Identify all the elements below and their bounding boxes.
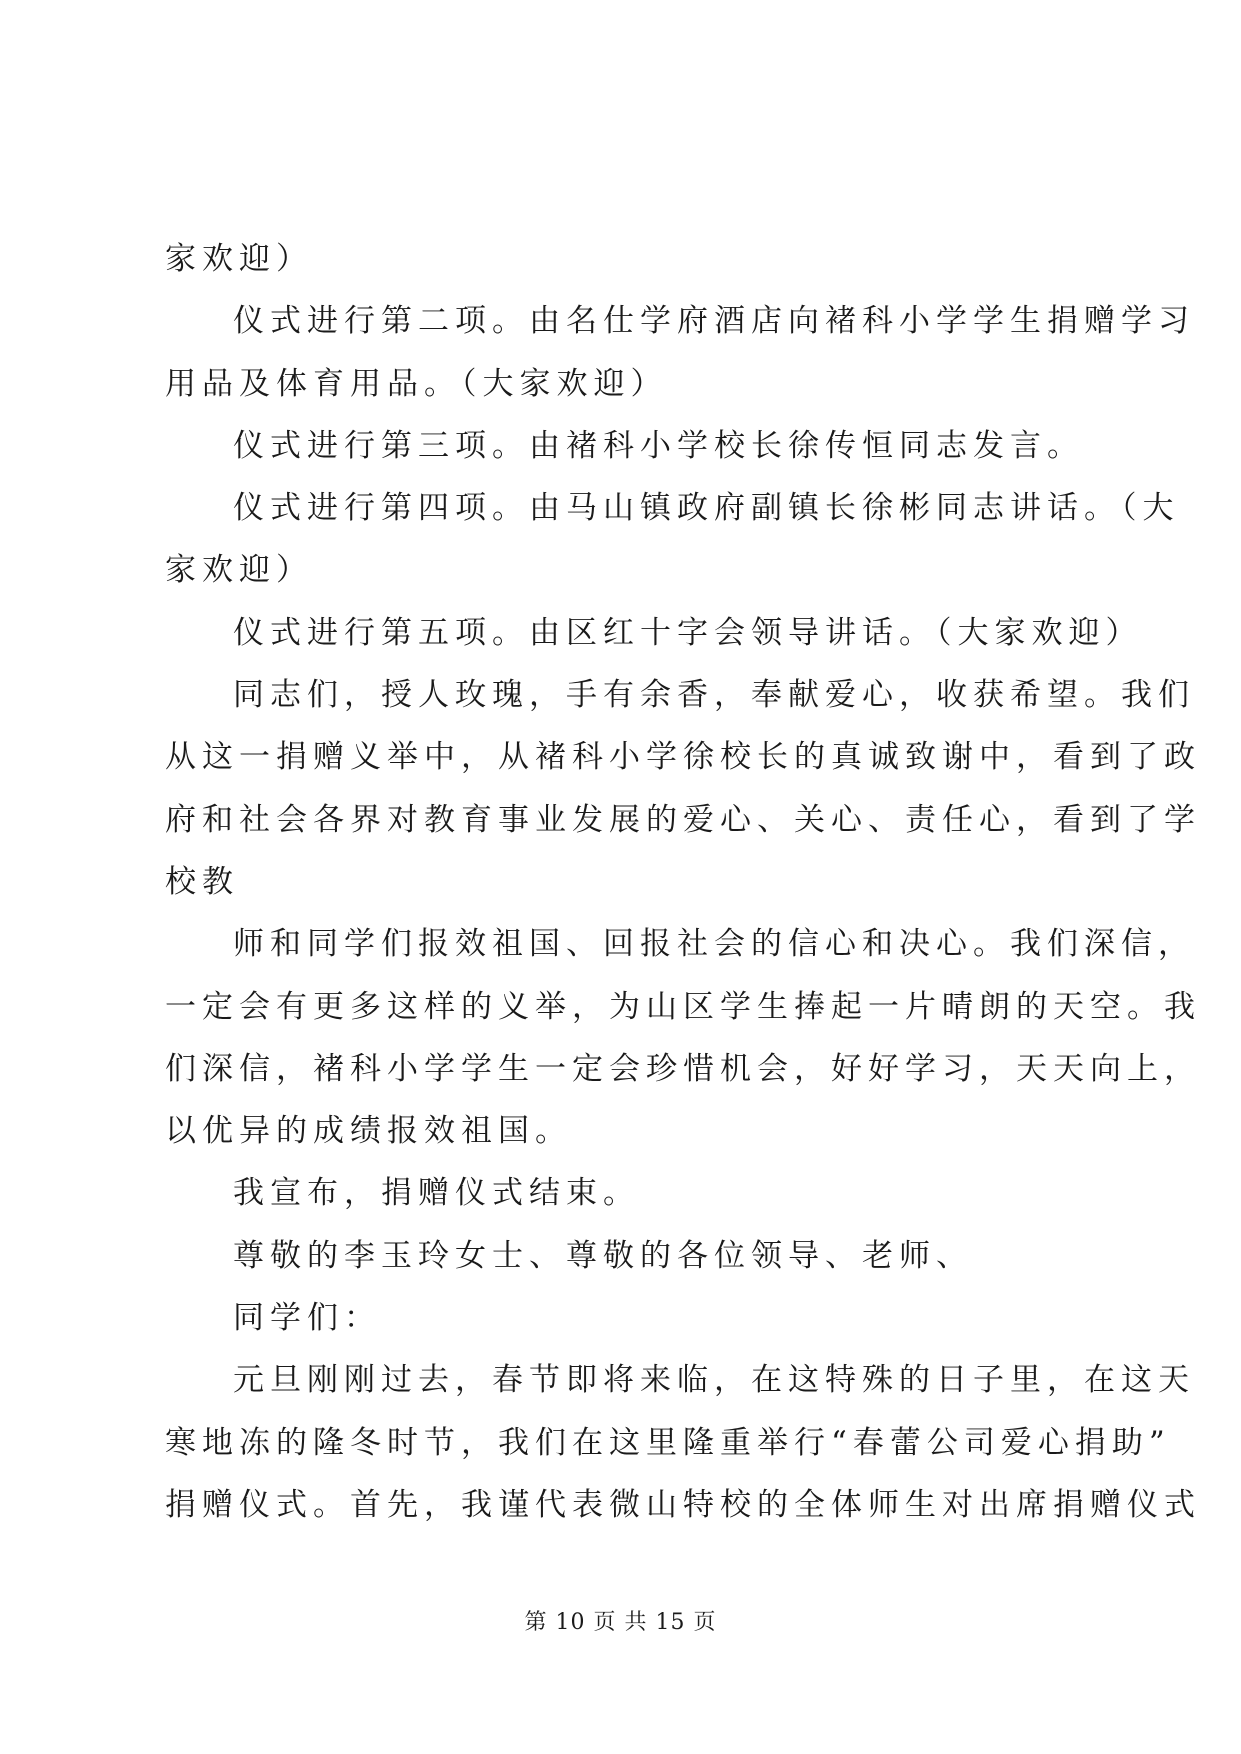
text-line: 以优异的成绩报效祖国。 xyxy=(165,1113,572,1150)
text-line: 尊敬的李玉玲女士、尊敬的各位领导、老师、 xyxy=(233,1237,973,1274)
text-line: 仪式进行第四项。由马山镇政府副镇长徐彬同志讲话。（大 xyxy=(233,490,1180,527)
text-line: 用品及体育用品。（大家欢迎） xyxy=(165,365,668,402)
text-line: 仪式进行第三项。由褚科小学校长徐传恒同志发言。 xyxy=(233,427,1084,464)
text-line: 元旦刚刚过去，春节即将来临，在这特殊的日子里，在这天 xyxy=(233,1362,1195,1399)
text-line: 同志们，授人玫瑰，手有余香，奉献爱心，收获希望。我们 xyxy=(233,677,1195,714)
text-line: 从这一捐赠义举中，从褚科小学徐校长的真诚致谢中，看到了政 xyxy=(165,739,1201,776)
text-line: 家欢迎） xyxy=(165,241,313,277)
text-line: 仪式进行第五项。由区红十字会领导讲话。（大家欢迎） xyxy=(233,614,1143,651)
page-number-footer: 第 10 页 共 15 页 xyxy=(524,1610,717,1635)
text-line: 我宣布，捐赠仪式结束。 xyxy=(233,1175,640,1212)
text-line: 们深信，褚科小学学生一定会珍惜机会，好好学习，天天向上， xyxy=(165,1050,1201,1087)
text-line: 同学们： xyxy=(233,1300,381,1337)
text-line: 师和同学们报效祖国、回报社会的信心和决心。我们深信， xyxy=(233,926,1195,963)
text-line: 捐赠仪式。首先，我谨代表微山特校的全体师生对出席捐赠仪式 xyxy=(165,1486,1201,1523)
document-body xyxy=(165,228,1201,1536)
text-line: 寒地冻的隆冬时节，我们在这里隆重举行“春蕾公司爱心捐助” xyxy=(165,1424,1171,1461)
text-line: 府和社会各界对教育事业发展的爱心、关心、责任心，看到了学 xyxy=(165,801,1201,838)
text-line: 仪式进行第二项。由名仕学府酒店向褚科小学学生捐赠学习 xyxy=(233,303,1195,340)
text-line: 一定会有更多这样的义举，为山区学生捧起一片晴朗的天空。我 xyxy=(165,988,1201,1025)
text-line: 校教 xyxy=(165,863,239,900)
text-line: 家欢迎） xyxy=(165,552,313,589)
